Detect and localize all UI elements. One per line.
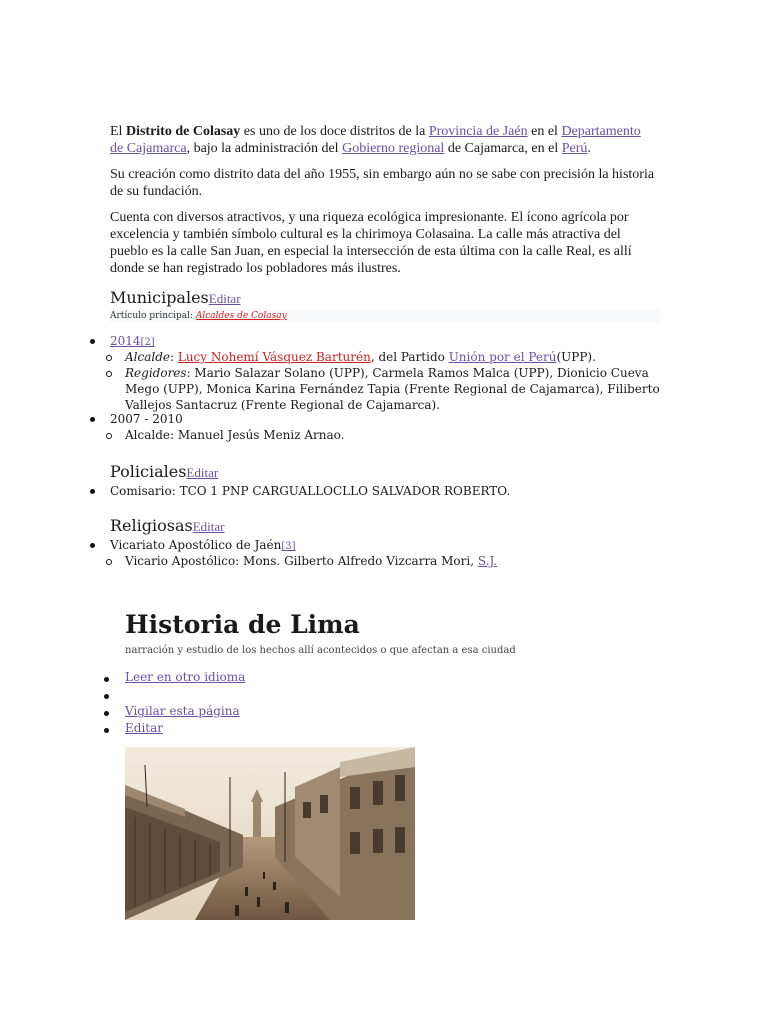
bullet-icon <box>90 489 95 494</box>
text: , bajo la administración del <box>186 141 343 156</box>
list-item-regidores <box>125 365 665 413</box>
text: : <box>170 350 178 364</box>
link-union-por-el-peru[interactable]: Unión por el Perú <box>448 350 557 364</box>
text: es uno de los doce distritos de la <box>240 124 429 139</box>
heading-text: Policiales <box>110 462 187 481</box>
link-gobierno-regional[interactable]: Gobierno regional <box>342 141 445 156</box>
circle-bullet-icon <box>106 355 112 361</box>
circle-bullet-icon <box>106 371 112 377</box>
heading-text: Municipales <box>110 288 209 307</box>
intro-paragraph-2: Su creación como distrito data del año 1955, sin embargo aún no se sabe con precisión la historia de su fundación. <box>110 167 655 199</box>
link-sj[interactable]: S.J. <box>477 554 498 568</box>
list-item-comisario: Comisario: TCO 1 PNP CARGUALLOCLLO SALVADOR ROBERTO. <box>110 484 511 498</box>
heading-policiales <box>110 462 218 481</box>
list-item-2007: 2007 - 2010 <box>110 412 183 426</box>
list-item-alcalde-2007: Alcalde: Manuel Jesús Meniz Arnao. <box>125 428 345 442</box>
circle-bullet-icon <box>106 433 112 439</box>
bullet-icon <box>104 677 109 682</box>
edit-policiales-link[interactable]: Editar <box>186 465 219 480</box>
text: Vicario Apostólico: Mons. Gilberto Alfredo Vizcarra Mori, <box>125 554 478 568</box>
link-provincia-jaen[interactable]: Provincia de Jaén <box>428 124 528 139</box>
bullet-icon <box>90 339 95 344</box>
heading-municipales <box>110 288 241 307</box>
bullet-icon <box>90 417 95 422</box>
lima-street-photo <box>125 747 415 920</box>
heading-text: Religiosas <box>110 516 193 535</box>
lima-title: Historia de Lima <box>125 610 360 639</box>
text: El <box>110 124 126 139</box>
intro-paragraph-3: Cuenta con diversos atractivos, y una riqueza ecológica impresionante. El ícono agrícola por excelencia y también símbolo cultural es la chirimoya Colasaina. La calle más atractiva del pueblo es la calle San Juan, en especial la intersección de esta última con la calle Real, es allí donde se han registrado los pobladores más ilustres. <box>110 210 632 276</box>
circle-bullet-icon <box>106 559 112 565</box>
edit-religiosas-link[interactable]: Editar <box>192 519 225 534</box>
text: , del Partido <box>370 350 449 364</box>
alcalde-label: Alcalde <box>125 350 170 364</box>
district-name: Distrito de Colasay <box>125 124 241 139</box>
bullet-icon <box>104 694 109 699</box>
main-article-prefix: Artículo principal: <box>110 311 196 321</box>
text: de Cajamarca, en el <box>444 141 562 156</box>
link-departamento-cajamarca[interactable]: Departamento de Cajamarca <box>110 124 641 156</box>
bullet-icon <box>90 543 95 548</box>
text: Mego (UPP), Monica Karina Fernández Tapia (Frente Regional de Cajamarca), Filiberto <box>125 382 660 396</box>
list-item-alcalde-2014 <box>125 349 596 365</box>
link-alcalde-name[interactable]: Lucy Nohemí Vásquez Barturén <box>177 350 371 364</box>
text: Vallejos Santacruz (Frente Regional de Cajamarca). <box>125 398 440 412</box>
main-article-note <box>110 309 660 323</box>
link-leer-otro-idioma[interactable]: Leer en otro idioma <box>125 670 246 684</box>
lima-street-image <box>125 747 415 920</box>
ref-3-link[interactable]: [3] <box>281 541 296 552</box>
list-item-vicario <box>125 553 497 569</box>
regidores-label: Regidores <box>125 366 187 380</box>
text: (UPP). <box>556 350 596 364</box>
text: Vicariato Apostólico de Jaén <box>110 538 282 552</box>
bullet-icon <box>104 728 109 733</box>
text: : Mario Salazar Solano (UPP), Carmela Ramos Malca (UPP), Dionicio Cueva <box>186 366 649 380</box>
intro-paragraph-1 <box>110 123 655 157</box>
link-peru[interactable]: Perú <box>561 141 588 156</box>
text: . <box>587 141 591 156</box>
text: en el <box>527 124 562 139</box>
link-2014[interactable]: 2014 <box>110 334 141 348</box>
edit-municipales-link[interactable]: Editar <box>208 291 241 306</box>
bullet-icon <box>104 711 109 716</box>
lima-subtitle: narración y estudio de los hechos allí acontecidos o que afectan a esa ciudad <box>125 645 516 656</box>
link-alcaldes-colasay[interactable]: Alcaldes de Colasay <box>195 311 287 321</box>
heading-religiosas <box>110 516 224 535</box>
link-vigilar-pagina[interactable]: Vigilar esta página <box>125 704 240 718</box>
link-editar[interactable]: Editar <box>125 721 163 735</box>
ref-2-link[interactable]: [2] <box>140 337 155 348</box>
